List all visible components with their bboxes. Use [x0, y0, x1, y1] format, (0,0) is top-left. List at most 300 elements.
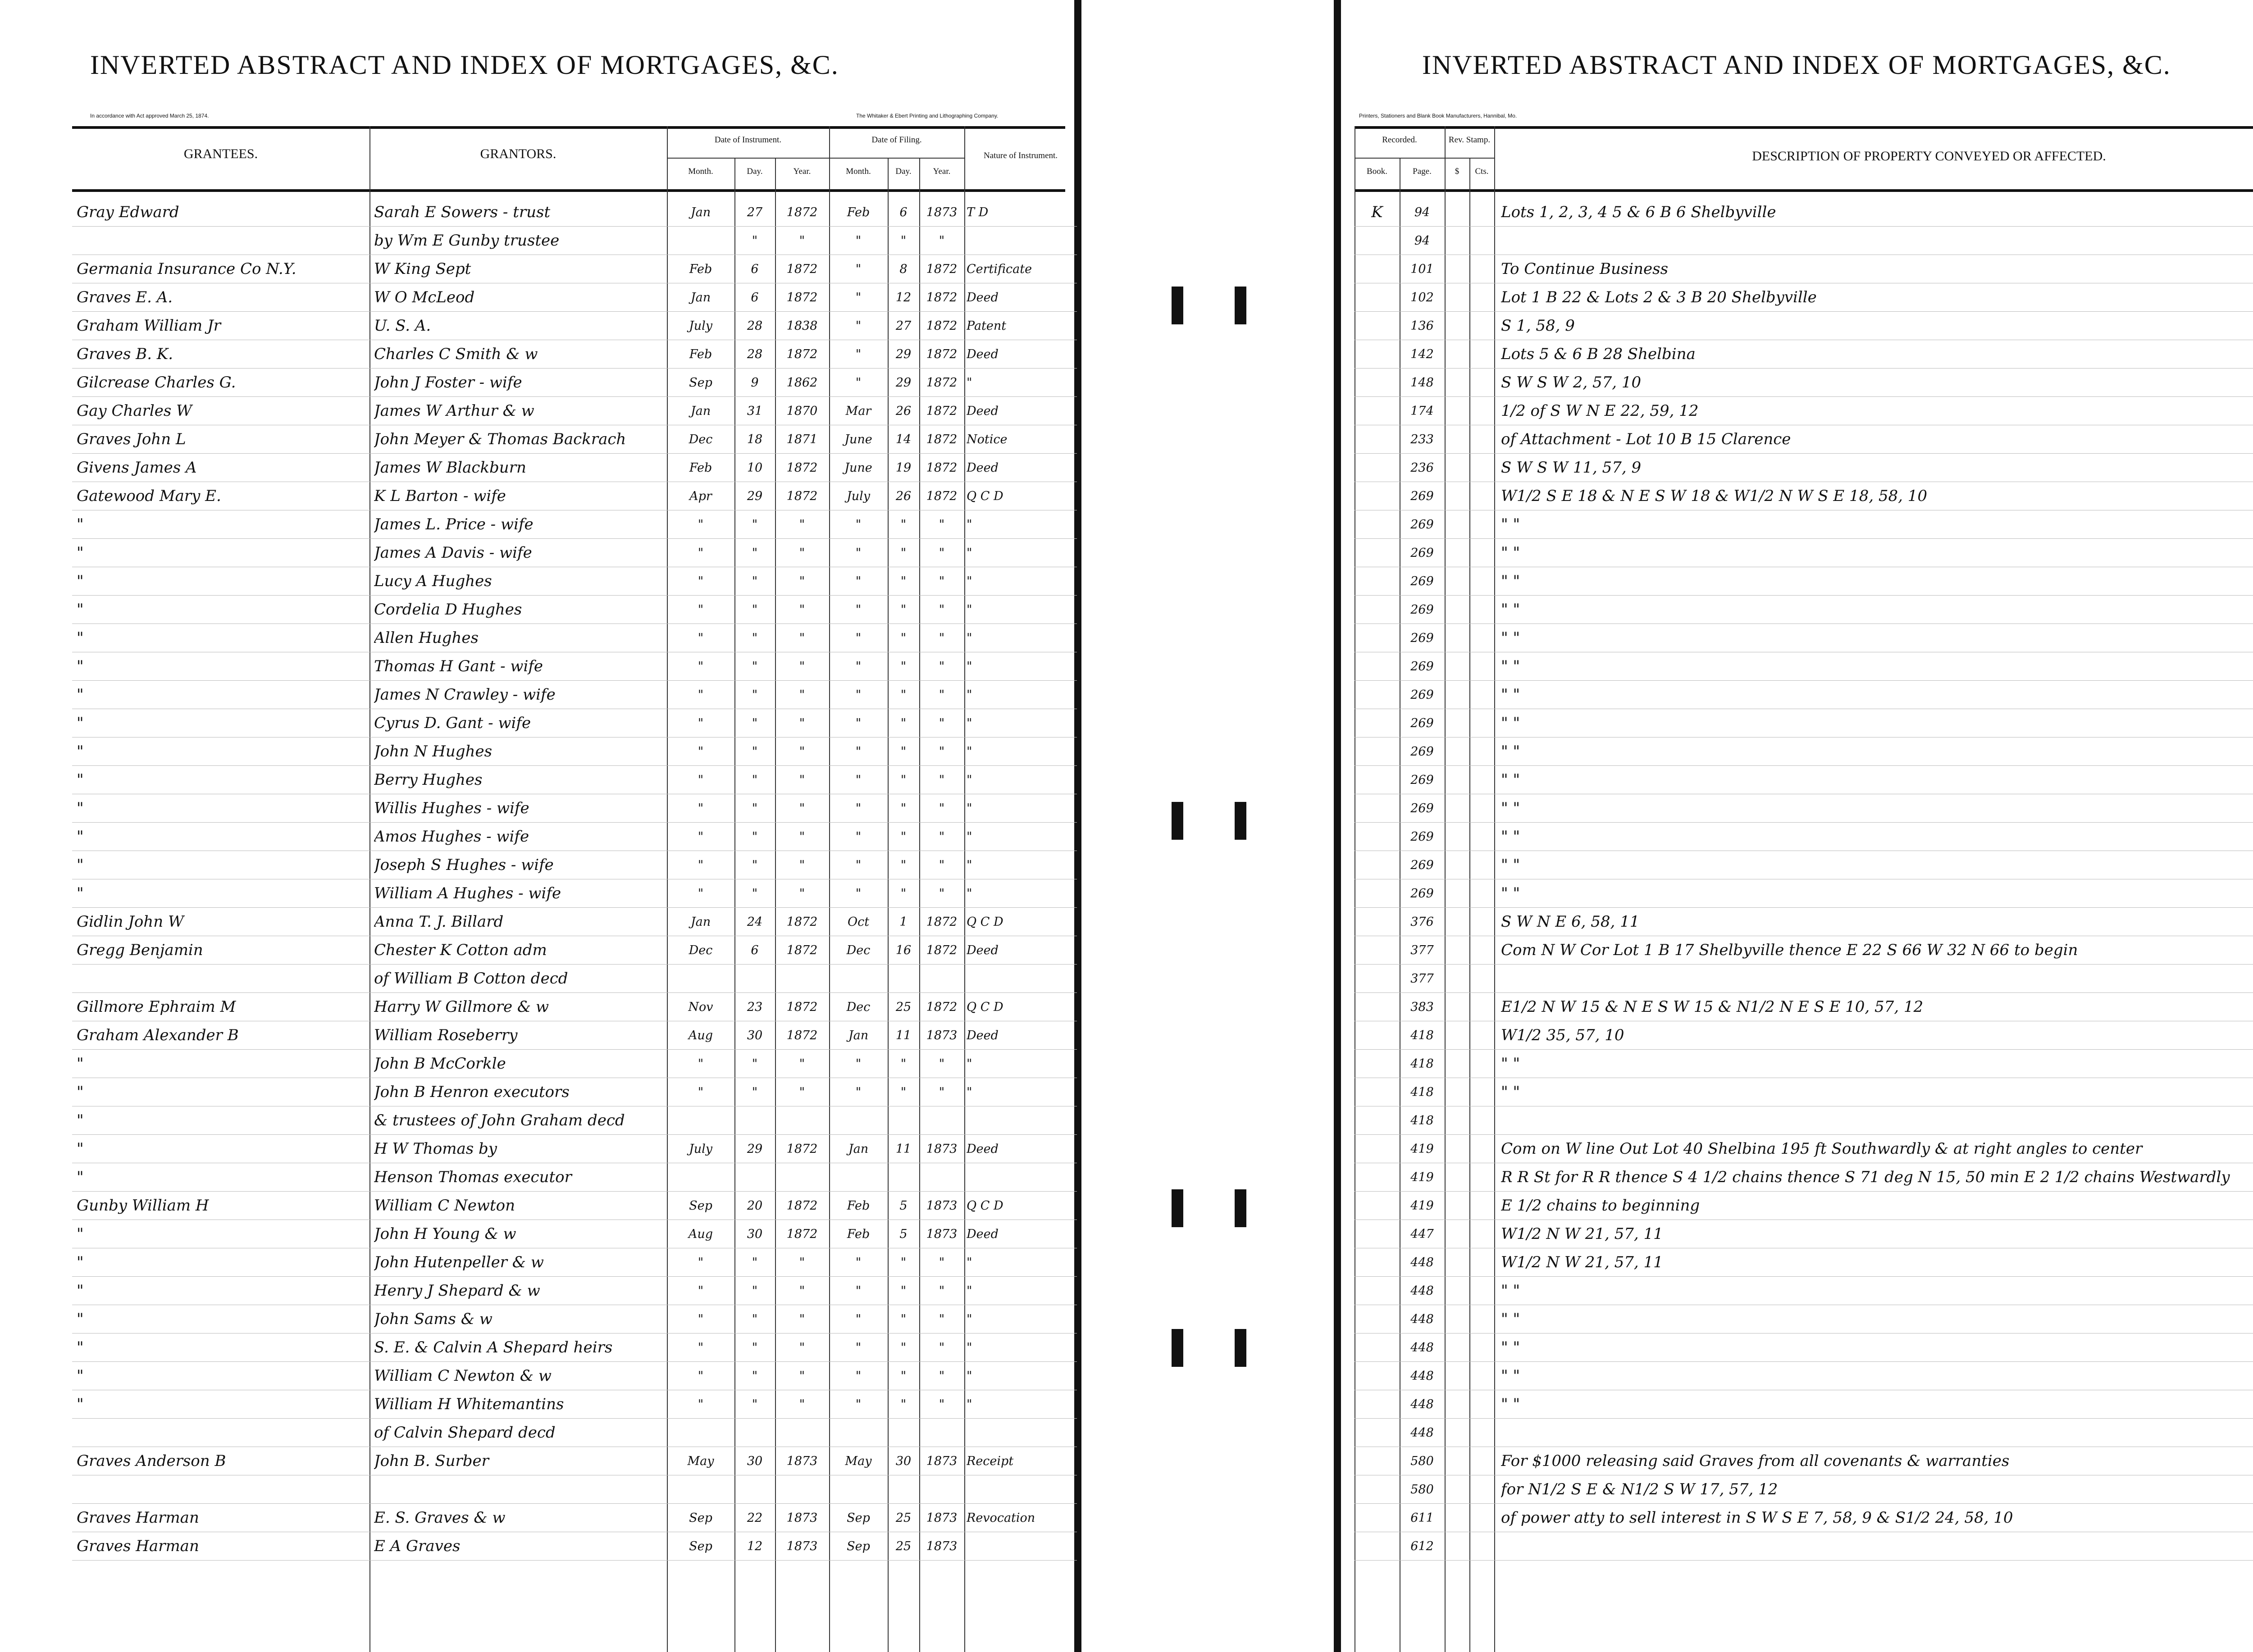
book-cell: [1355, 1447, 1400, 1475]
instrument-day-cell: [734, 1163, 775, 1192]
instrument-year-cell: 1872: [786, 915, 818, 929]
ledger-row: [72, 1078, 1077, 1106]
ledger-row: [72, 255, 1077, 283]
grantor-cell: Lucy A Hughes: [374, 572, 492, 590]
filing-month-cell: [829, 965, 888, 993]
page-cell: 448: [1410, 1369, 1434, 1383]
ledger-row: [1355, 1163, 2253, 1192]
instrument-year-cell: ": [799, 1341, 805, 1355]
book-gutter: [1089, 0, 1334, 1652]
rev-stamp-header: Rev. Stamp.: [1448, 135, 1491, 145]
instrument-month-cell: Sep: [689, 376, 712, 390]
filing-month-cell: ": [855, 858, 862, 872]
instrument-month-cell: ": [698, 660, 704, 674]
instrument-day-cell: ": [752, 716, 758, 730]
ledger-row: [72, 454, 1077, 482]
filing-year-cell: 1872: [926, 347, 958, 361]
instrument-day-cell: 9: [751, 376, 759, 390]
filing-month-cell: ": [855, 773, 862, 787]
book-cell: [1355, 596, 1400, 624]
grantee-cell: Graves E. A.: [77, 288, 173, 306]
binding-mark: [1172, 1189, 1183, 1227]
instrument-year-cell: 1872: [786, 291, 818, 305]
filing-day-cell: 14: [895, 432, 912, 446]
description-cell: S 1, 58, 9: [1501, 317, 1575, 335]
instrument-month-cell: Jan: [690, 404, 711, 418]
ledger-row: [1355, 283, 2253, 312]
left-printer-note: The Whitaker & Ebert Printing and Lithographing Company.: [856, 113, 999, 119]
description-cell: " ": [1501, 1367, 1520, 1385]
page-cell: 269: [1410, 603, 1434, 617]
ledger-row: [72, 1305, 1077, 1333]
nature-header: Nature of Instrument.: [983, 151, 1058, 160]
instrument-year-cell: ": [799, 234, 805, 248]
nature-cell: ": [967, 631, 972, 645]
instrument-year-cell: 1872: [786, 1029, 818, 1042]
instrument-year-cell: [775, 1475, 829, 1504]
description-cell: " ": [1501, 1083, 1520, 1101]
ledger-row: [72, 1135, 1077, 1163]
grantor-cell: S. E. & Calvin A Shepard heirs: [374, 1338, 613, 1356]
nature-cell: [967, 1475, 1075, 1504]
nature-cell: Notice: [967, 432, 1008, 446]
grantee-cell: ": [77, 1225, 84, 1243]
ledger-row: [1355, 510, 2253, 539]
filing-year-cell: ": [939, 603, 945, 617]
ledger-row: [72, 1532, 1077, 1561]
book-cell: [1355, 312, 1400, 340]
description-cell: W1/2 N W 21, 57, 11: [1501, 1225, 1663, 1243]
nature-cell: Q C D: [967, 1199, 1003, 1213]
filing-year-cell: 1873: [926, 1029, 958, 1042]
instrument-year-cell: 1872: [786, 262, 818, 276]
filing-year-cell: ": [939, 887, 945, 901]
page-cell: 269: [1410, 574, 1434, 588]
ledger-row: [1355, 369, 2253, 397]
book-cell: [1355, 624, 1400, 652]
instrument-year-cell: ": [799, 1284, 805, 1298]
instrument-day-cell: [734, 965, 775, 993]
filing-year-cell: 1873: [926, 1142, 958, 1156]
filing-month-cell: Sep: [847, 1511, 870, 1525]
filing-day-cell: 29: [895, 347, 912, 361]
instrument-year-cell: ": [799, 603, 805, 617]
grantor-cell: Amos Hughes - wife: [374, 828, 529, 846]
filing-month-cell: May: [845, 1454, 872, 1468]
ledger-row: [72, 425, 1077, 454]
instrument-year-cell: ": [799, 574, 805, 588]
instrument-year-cell: ": [799, 1256, 805, 1270]
instrument-month-cell: Feb: [689, 347, 712, 361]
instrument-month-cell: ": [698, 1397, 704, 1411]
description-cell: " ": [1501, 544, 1520, 562]
page-cell: 419: [1410, 1199, 1434, 1213]
instrument-month-cell: ": [698, 1057, 704, 1071]
page-cell: 269: [1410, 489, 1434, 503]
grantee-cell: Graves Harman: [77, 1537, 199, 1555]
filing-day-cell: 5: [899, 1227, 908, 1241]
grantor-cell: W O McLeod: [374, 288, 475, 306]
grantee-cell: ": [77, 1310, 84, 1328]
instrument-day-cell: [734, 1475, 775, 1504]
ledger-row: [1355, 1333, 2253, 1362]
ledger-row: [1355, 425, 2253, 454]
page-cell: 418: [1410, 1029, 1434, 1042]
grantor-cell: U. S. A.: [374, 317, 431, 335]
grantee-cell: ": [77, 1253, 84, 1271]
instrument-month-cell: [667, 1475, 734, 1504]
instrument-month-cell: Jan: [690, 915, 711, 929]
instrument-month-cell: Nov: [688, 1000, 713, 1014]
filing-month-cell: June: [844, 432, 872, 446]
description-cell: W1/2 35, 57, 10: [1501, 1026, 1624, 1044]
grantee-cell: [77, 227, 365, 255]
filing-day-cell: 25: [895, 1511, 912, 1525]
description-cell: " ": [1501, 1310, 1520, 1328]
instrument-month-cell: Dec: [689, 943, 713, 957]
instrument-month-cell: Dec: [689, 432, 713, 446]
filing-month-cell: Jan: [848, 1029, 869, 1042]
filing-month-cell: Feb: [847, 1199, 870, 1213]
recorded-subheader-rule: [1355, 158, 1494, 159]
instrument-month-cell: ": [698, 631, 704, 645]
grantee-cell: Gray Edward: [77, 203, 179, 221]
instrument-year-cell: 1872: [786, 1227, 818, 1241]
ledger-row: [1355, 879, 2253, 908]
filing-month-cell: Mar: [845, 404, 871, 418]
ledger-row: [1355, 993, 2253, 1021]
filing-year-cell: 1872: [926, 915, 958, 929]
instrument-day-cell: ": [752, 830, 758, 844]
filing-month-cell: ": [855, 1057, 862, 1071]
book-cell: [1355, 936, 1400, 965]
grantees-header: GRANTEES.: [183, 146, 258, 161]
instrument-day-cell: 22: [747, 1511, 763, 1525]
ledger-row: [72, 737, 1077, 766]
description-cell: E 1/2 chains to beginning: [1501, 1197, 1700, 1215]
filing-month-cell: ": [855, 1312, 862, 1326]
page-cell: 236: [1410, 461, 1434, 475]
instrument-month-cell: Apr: [689, 489, 712, 503]
filing-year-cell: [919, 1106, 964, 1135]
instrument-month-cell: Aug: [688, 1227, 713, 1241]
filing-year-cell: 1872: [926, 319, 958, 333]
filing-year-cell: 1873: [926, 205, 958, 219]
instrument-year-cell: ": [799, 1312, 805, 1326]
grantor-cell: E. S. Graves & w: [374, 1509, 506, 1527]
grantor-cell: Charles C Smith & w: [374, 345, 538, 363]
filing-month-cell: ": [855, 518, 862, 532]
instrument-day-cell: 24: [747, 915, 763, 929]
filing-day-cell: 1: [899, 915, 908, 929]
instrument-day-cell: ": [752, 603, 758, 617]
grantor-cell: Allen Hughes: [374, 629, 479, 647]
nature-cell: Deed: [967, 943, 999, 957]
page-cell: 269: [1410, 688, 1434, 702]
instrument-month-cell: Feb: [689, 461, 712, 475]
ledger-row: [72, 539, 1077, 567]
instrument-year-cell: [775, 1163, 829, 1192]
instrument-day-cell: ": [752, 1341, 758, 1355]
instrument-year-cell: ": [799, 745, 805, 759]
ledger-row: [72, 1333, 1077, 1362]
filing-day-cell: ": [900, 830, 907, 844]
filing-year-cell: ": [939, 574, 945, 588]
filing-month-cell: ": [855, 376, 862, 390]
filing-year-cell: [919, 1163, 964, 1192]
nature-cell: T D: [967, 205, 989, 219]
filing-month-cell: [829, 1163, 888, 1192]
instrument-month-cell: July: [689, 319, 713, 333]
page-cell: 136: [1410, 319, 1434, 333]
filing-year-cell: [919, 965, 964, 993]
filing-day-cell: ": [900, 574, 907, 588]
instrument-month-cell: [667, 227, 734, 255]
page-cell: 269: [1410, 773, 1434, 787]
ledger-row: [1355, 1419, 2253, 1447]
filing-year-cell: ": [939, 1397, 945, 1411]
filing-year-cell: ": [939, 518, 945, 532]
file-year-header: Year.: [933, 167, 951, 176]
grantee-cell: ": [77, 1140, 84, 1158]
book-cell: [1355, 879, 1400, 908]
grantor-cell: by Wm E Gunby trustee: [374, 232, 560, 250]
description-cell: of Attachment - Lot 10 B 15 Clarence: [1501, 430, 1791, 448]
instrument-year-cell: ": [799, 1397, 805, 1411]
description-cell: " ": [1501, 828, 1520, 846]
instrument-day-cell: [734, 1106, 775, 1135]
book-cell: [1355, 1504, 1400, 1532]
ledger-row: [1355, 1305, 2253, 1333]
page-cell: 447: [1410, 1227, 1434, 1241]
dollars-header: $: [1455, 167, 1459, 176]
description-cell: S W S W 11, 57, 9: [1501, 459, 1642, 477]
filing-month-cell: ": [855, 1397, 862, 1411]
description-cell: Lots 1, 2, 3, 4 5 & 6 B 6 Shelbyville: [1501, 203, 1776, 221]
instrument-day-cell: ": [752, 518, 758, 532]
book-cell: [1355, 1192, 1400, 1220]
instrument-month-cell: ": [698, 603, 704, 617]
nature-cell: ": [967, 1284, 972, 1298]
filing-month-cell: ": [855, 745, 862, 759]
description-cell: [1501, 1419, 2253, 1447]
description-cell: " ": [1501, 742, 1520, 760]
instrument-year-cell: ": [799, 631, 805, 645]
filing-day-cell: ": [900, 1312, 907, 1326]
page-cell: 580: [1410, 1454, 1434, 1468]
filing-day-cell: [888, 1106, 919, 1135]
book-cell: [1355, 283, 1400, 312]
ledger-row: [1355, 794, 2253, 823]
filing-day-cell: ": [900, 801, 907, 815]
ledger-row: [1355, 1220, 2253, 1248]
ledger-row: [1355, 1106, 2253, 1135]
grantor-cell: of William B Cotton decd: [374, 969, 568, 988]
filing-day-cell: 5: [899, 1199, 908, 1213]
grantee-cell: Gillmore Ephraim M: [77, 998, 236, 1016]
instrument-day-cell: ": [752, 631, 758, 645]
filing-day-cell: ": [900, 745, 907, 759]
grantee-cell: [77, 1419, 365, 1447]
nature-cell: Deed: [967, 291, 999, 305]
filing-day-cell: 30: [895, 1454, 912, 1468]
filing-month-cell: June: [844, 461, 872, 475]
instrument-day-cell: ": [752, 1256, 758, 1270]
ledger-row: [72, 312, 1077, 340]
book-cell: [1355, 737, 1400, 766]
instrument-month-cell: Sep: [689, 1511, 712, 1525]
filing-year-cell: 1872: [926, 461, 958, 475]
instrument-year-cell: 1872: [786, 1142, 818, 1156]
binding-mark: [1235, 1329, 1246, 1367]
filing-day-cell: ": [900, 518, 907, 532]
instrument-day-cell: 31: [747, 404, 763, 418]
page-cell: 448: [1410, 1397, 1434, 1411]
filing-month-cell: ": [855, 262, 862, 276]
instrument-day-cell: 27: [747, 205, 763, 219]
description-cell: S W N E 6, 58, 11: [1501, 913, 1640, 931]
page-cell: 376: [1410, 915, 1434, 929]
book-cell: [1355, 369, 1400, 397]
instrument-year-cell: [775, 965, 829, 993]
ledger-row: [72, 340, 1077, 369]
grantee-cell: Graham Alexander B: [77, 1026, 239, 1044]
grantee-cell: ": [77, 714, 84, 732]
book-cell: [1355, 1220, 1400, 1248]
book-cell: [1355, 1333, 1400, 1362]
instrument-day-cell: 30: [747, 1454, 763, 1468]
nature-cell: Deed: [967, 1227, 999, 1241]
filing-day-cell: 27: [895, 319, 912, 333]
book-cell: [1355, 1362, 1400, 1390]
filing-day-cell: 26: [895, 489, 912, 503]
page-cell: 419: [1410, 1142, 1434, 1156]
description-cell: for N1/2 S E & N1/2 S W 17, 57, 12: [1501, 1480, 1778, 1498]
nature-cell: Q C D: [967, 915, 1003, 929]
page-cell: 269: [1410, 887, 1434, 901]
filing-year-cell: [919, 1475, 964, 1504]
instrument-year-cell: ": [799, 688, 805, 702]
filing-year-cell: 1872: [926, 943, 958, 957]
ledger-row: [1355, 1390, 2253, 1419]
instrument-month-cell: Jan: [690, 205, 711, 219]
nature-cell: Deed: [967, 461, 999, 475]
nature-cell: Q C D: [967, 1000, 1003, 1014]
grantee-cell: Gilcrease Charles G.: [77, 373, 236, 391]
book-cell: [1355, 1475, 1400, 1504]
ledger-row: [72, 965, 1077, 993]
ledger-row: [72, 879, 1077, 908]
description-cell: " ": [1501, 1395, 1520, 1413]
ledger-row: [1355, 539, 2253, 567]
instrument-year-cell: ": [799, 660, 805, 674]
grantee-cell: Givens James A: [77, 459, 197, 477]
instrument-day-cell: ": [752, 801, 758, 815]
grantee-cell: [77, 965, 365, 993]
grantee-cell: ": [77, 828, 84, 846]
ledger-row: [1355, 965, 2253, 993]
filing-year-cell: ": [939, 1256, 945, 1270]
instrument-day-cell: ": [752, 1397, 758, 1411]
nature-cell: ": [967, 858, 972, 872]
grantor-cell: Berry Hughes: [374, 771, 483, 789]
grantee-cell: ": [77, 884, 84, 902]
instrument-month-cell: Sep: [689, 1539, 712, 1553]
filing-day-cell: ": [900, 1057, 907, 1071]
grantor-cell: Harry W Gillmore & w: [374, 998, 549, 1016]
ledger-row: [1355, 1504, 2253, 1532]
ledger-row: [72, 1475, 1077, 1504]
inst-year-header: Year.: [793, 167, 811, 176]
filing-month-cell: Oct: [847, 915, 870, 929]
filing-year-cell: 1873: [926, 1539, 958, 1553]
ledger-row: [72, 198, 1077, 227]
grantor-cell: William C Newton & w: [374, 1367, 552, 1385]
description-cell: " ": [1501, 771, 1520, 789]
page-cell: 418: [1410, 1085, 1434, 1099]
description-cell: " ": [1501, 1055, 1520, 1073]
description-cell: of power atty to sell interest in S W S E 7, 58, 9 & S1/2 24, 58, 10: [1501, 1509, 2013, 1527]
filing-year-cell: ": [939, 546, 945, 560]
filing-day-cell: ": [900, 1341, 907, 1355]
filing-day-cell: 26: [895, 404, 912, 418]
instrument-year-cell: 1872: [786, 943, 818, 957]
filing-day-cell: ": [900, 660, 907, 674]
instrument-year-cell: 1873: [786, 1454, 818, 1468]
book-header: Book.: [1367, 167, 1387, 176]
filing-month-cell: Feb: [847, 205, 870, 219]
page-cell: 612: [1410, 1539, 1434, 1553]
ledger-row: [1355, 823, 2253, 851]
nature-cell: Patent: [967, 319, 1007, 333]
ledger-row: [72, 624, 1077, 652]
ledger-row: [1355, 1135, 2253, 1163]
filing-day-cell: ": [900, 1397, 907, 1411]
book-cell: [1355, 340, 1400, 369]
instrument-day-cell: ": [752, 745, 758, 759]
book-cell: [1355, 965, 1400, 993]
ledger-row: [1355, 1447, 2253, 1475]
instrument-year-cell: ": [799, 887, 805, 901]
instrument-month-cell: Sep: [689, 1199, 712, 1213]
instrument-year-cell: 1871: [786, 432, 818, 446]
file-day-header: Day.: [895, 167, 912, 176]
binding-mark: [1172, 287, 1183, 324]
ledger-row: [1355, 227, 2253, 255]
ledger-row: [1355, 709, 2253, 737]
inst-month-header: Month.: [688, 167, 713, 176]
instrument-month-cell: ": [698, 801, 704, 815]
page-cell: 94: [1414, 234, 1430, 248]
instrument-year-cell: ": [799, 1057, 805, 1071]
grantor-cell: John Sams & w: [374, 1310, 493, 1328]
book-cell: K: [1371, 203, 1383, 221]
instrument-year-cell: ": [799, 546, 805, 560]
ledger-row: [1355, 737, 2253, 766]
filing-year-cell: ": [939, 830, 945, 844]
instrument-month-cell: [667, 1106, 734, 1135]
instrument-day-cell: ": [752, 858, 758, 872]
description-cell: " ": [1501, 799, 1520, 817]
grantee-cell: ": [77, 1168, 84, 1186]
instrument-day-cell: ": [752, 688, 758, 702]
filing-month-cell: Jan: [848, 1142, 869, 1156]
description-cell: " ": [1501, 1338, 1520, 1356]
instrument-month-cell: Jan: [690, 291, 711, 305]
instrument-year-cell: 1872: [786, 1000, 818, 1014]
grantor-cell: John B McCorkle: [374, 1055, 506, 1073]
grantee-cell: ": [77, 629, 84, 647]
